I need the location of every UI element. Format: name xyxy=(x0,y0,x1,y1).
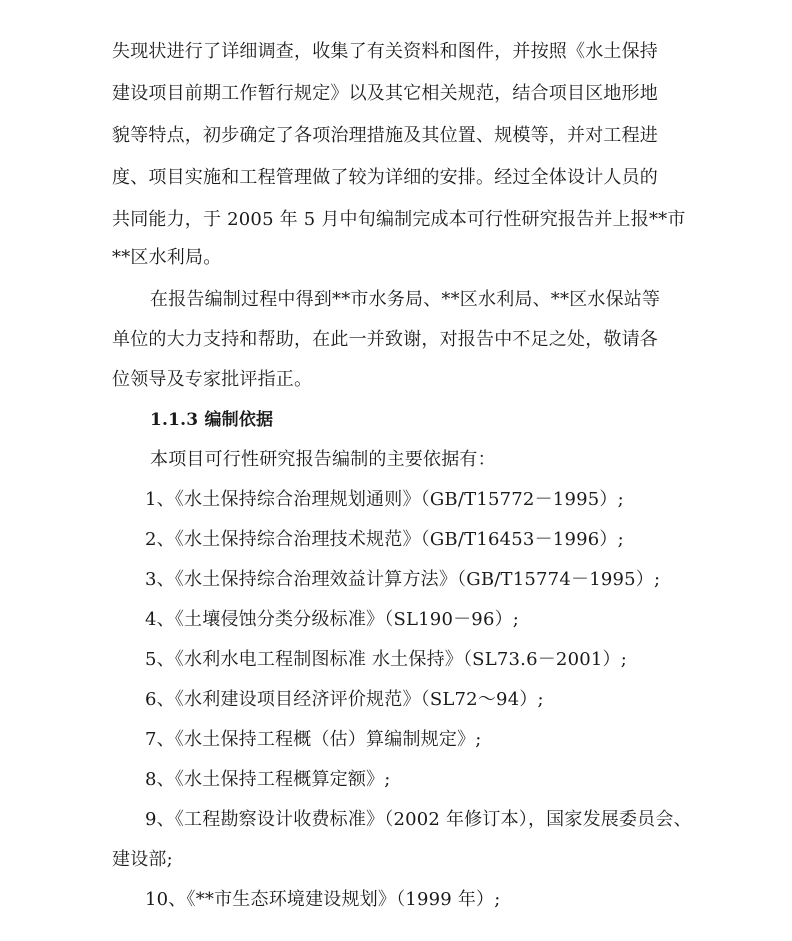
paragraph-line: 单位的大力支持和帮助，在此一并致谢，对报告中不足之处，敬请各 xyxy=(112,329,658,350)
reference-item: 5、《水利水电工程制图标准 水土保持》（SL73.6－2001）; xyxy=(145,649,628,670)
section-heading: 1.1.3 编制依据 xyxy=(150,410,274,430)
reference-item: 3、《水土保持综合治理效益计算方法》（GB/T15774－1995）; xyxy=(145,569,661,590)
paragraph-line: 位领导及专家批评指正。 xyxy=(112,369,313,390)
section-intro: 本项目可行性研究报告编制的主要依据有： xyxy=(150,449,496,470)
reference-item: 4、《土壤侵蚀分类分级标准》（SL190－96）; xyxy=(145,609,520,630)
paragraph-line: 建设项目前期工作暂行规定》以及其它相关规范，结合项目区地形地 xyxy=(112,83,658,104)
reference-item: 1、《水土保持综合治理规划通则》（GB/T15772－1995）; xyxy=(145,489,624,510)
paragraph-line: 貌等特点，初步确定了各项治理措施及其位置、规模等，并对工程进 xyxy=(112,125,658,146)
paragraph-line: 失现状进行了详细调查，收集了有关资料和图件，并按照《水土保持 xyxy=(112,41,658,62)
paragraph-line: 度、项目实施和工程管理做了较为详细的安排。经过全体设计人员的 xyxy=(112,167,658,188)
reference-item: 2、《水土保持综合治理技术规范》（GB/T16453－1996）; xyxy=(145,529,624,550)
paragraph-line: 共同能力，于 2005 年 5 月中旬编制完成本可行性研究报告并上报**市 xyxy=(112,209,686,230)
reference-item: 7、《水土保持工程概（估）算编制规定》; xyxy=(145,729,482,750)
reference-item: 6、《水利建设项目经济评价规范》（SL72～94）; xyxy=(145,689,544,710)
paragraph-line: **区水利局。 xyxy=(112,247,222,268)
reference-item-continuation: 建设部; xyxy=(112,849,173,870)
reference-item: 10、《**市生态环境建设规划》（1999 年）; xyxy=(145,889,501,910)
reference-item: 8、《水土保持工程概算定额》; xyxy=(145,769,391,790)
reference-item: 9、《工程勘察设计收费标准》（2002 年修订本），国家发展委员会、 xyxy=(145,809,692,830)
paragraph-line: 在报告编制过程中得到**市水务局、**区水利局、**区水保站等 xyxy=(150,289,661,310)
